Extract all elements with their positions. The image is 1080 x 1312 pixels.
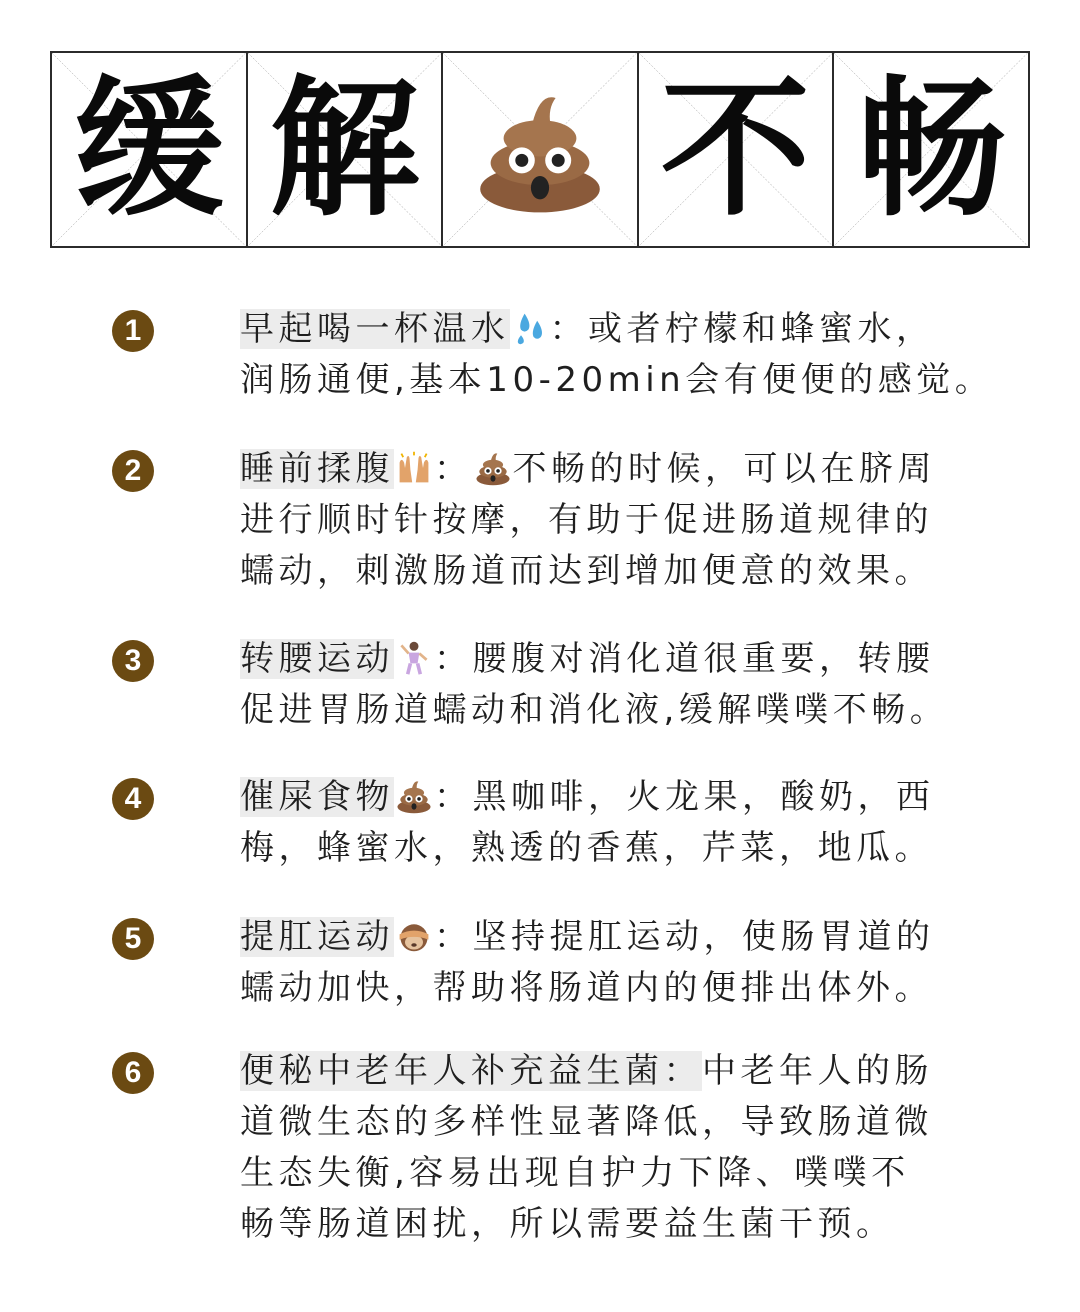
tip-heading: 早起喝一杯温水 bbox=[240, 309, 510, 349]
tip-line: 润肠通便,基本10-20min会有便便的感觉。 bbox=[240, 360, 994, 400]
tip-text-rest: ：腰腹对消化道很重要，转腰 bbox=[434, 639, 935, 679]
tip-text-rest: ：黑咖啡，火龙果，酸奶，西 bbox=[434, 777, 935, 817]
tip-heading: 催屎食物 bbox=[240, 777, 394, 817]
tip-line: 促进胃肠道蠕动和消化液,缓解噗噗不畅。 bbox=[240, 690, 949, 730]
tip-text-rest: ：坚持提肛运动，使肠胃道的 bbox=[434, 917, 935, 957]
poop-emoji-icon bbox=[475, 450, 511, 486]
tip-text-rest: ： bbox=[434, 449, 473, 489]
tip-text bbox=[240, 1046, 960, 1250]
tip-line: 蠕动，刺激肠道而达到增加便意的效果。 bbox=[240, 551, 933, 591]
tip-text bbox=[240, 634, 960, 736]
tip-line: 梅，蜂蜜水，熟透的香蕉，芹菜，地瓜。 bbox=[240, 828, 933, 868]
tip-heading: 提肛运动 bbox=[240, 917, 394, 957]
dancer-emoji-icon bbox=[396, 640, 432, 676]
tip-text-rest: ：或者柠檬和蜂蜜水， bbox=[549, 309, 935, 349]
tip-line: 进行顺时针按摩，有助于促进肠道规律的 bbox=[240, 500, 933, 540]
tip-text bbox=[240, 444, 960, 597]
tip-line: 生态失衡,容易出现自护力下降、噗噗不 bbox=[240, 1153, 910, 1193]
title-char: 畅 bbox=[856, 62, 1007, 237]
droplets-emoji-icon bbox=[512, 310, 548, 346]
tip-text-rest: 不畅的时候，可以在脐周 bbox=[512, 449, 936, 489]
tip-heading: 便秘中老年人补充益生菌： bbox=[240, 1051, 702, 1091]
tip-heading: 转腰运动 bbox=[240, 639, 394, 679]
number-badge: 3 bbox=[112, 640, 154, 682]
number-badge: 4 bbox=[112, 778, 154, 820]
tip-text bbox=[240, 772, 960, 874]
title-char: 解 bbox=[269, 62, 420, 237]
number-badge: 1 bbox=[112, 310, 154, 352]
title-char: 缓 bbox=[73, 62, 224, 237]
raised-hands-emoji-icon bbox=[396, 450, 432, 486]
tip-line: 畅等肠道困扰，所以需要益生菌干预。 bbox=[240, 1204, 895, 1244]
tip-text bbox=[240, 304, 994, 406]
see-no-evil-monkey-emoji-icon bbox=[396, 918, 432, 954]
number-badge: 6 bbox=[112, 1052, 154, 1094]
tip-line: 蠕动加快，帮助将肠道内的便排出体外。 bbox=[240, 968, 933, 1008]
number-badge: 2 bbox=[112, 450, 154, 492]
tip-line: 道微生态的多样性显著降低，导致肠道微 bbox=[240, 1102, 933, 1142]
tip-heading: 睡前揉腹 bbox=[240, 449, 394, 489]
tip-text-rest: 中老年人的肠 bbox=[702, 1051, 933, 1091]
tip-text bbox=[240, 912, 960, 1014]
poop-emoji-icon bbox=[396, 778, 432, 814]
title-char: 不 bbox=[660, 62, 811, 237]
number-badge: 5 bbox=[112, 918, 154, 960]
